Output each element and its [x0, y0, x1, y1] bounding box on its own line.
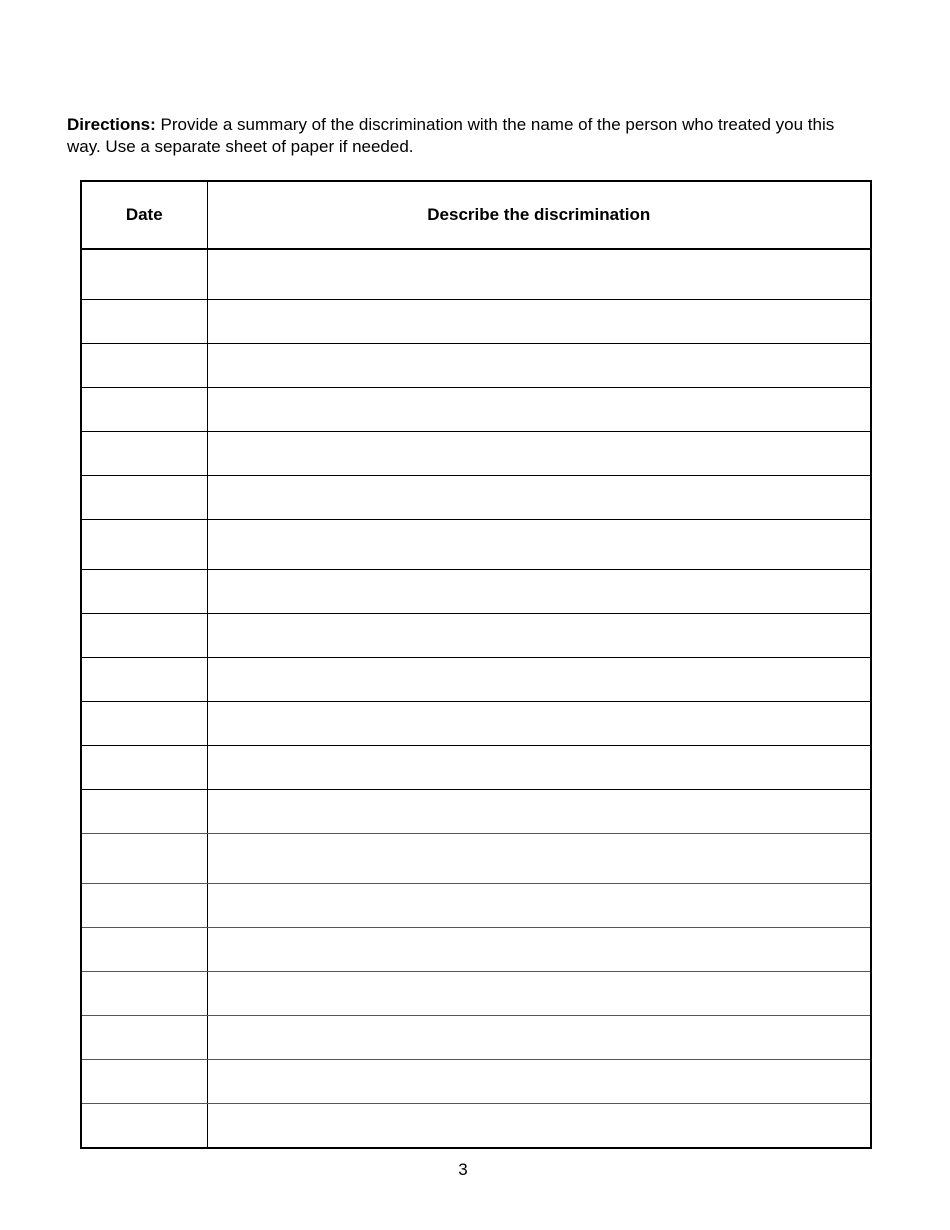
date-cell[interactable]	[81, 834, 207, 884]
description-cell[interactable]	[207, 432, 871, 476]
description-cell[interactable]	[207, 249, 871, 300]
table-row	[81, 432, 871, 476]
table-row	[81, 928, 871, 972]
date-cell[interactable]	[81, 928, 207, 972]
directions-paragraph	[67, 114, 867, 158]
description-cell[interactable]	[207, 1060, 871, 1104]
date-cell[interactable]	[81, 249, 207, 300]
description-column-header: Describe the discrimination	[207, 181, 871, 249]
description-cell[interactable]	[207, 790, 871, 834]
description-cell[interactable]	[207, 1104, 871, 1149]
description-cell[interactable]	[207, 972, 871, 1016]
table-row	[81, 972, 871, 1016]
table-row	[81, 388, 871, 432]
description-cell[interactable]	[207, 658, 871, 702]
directions-label: Directions:	[67, 115, 156, 134]
table-row	[81, 249, 871, 300]
description-cell[interactable]	[207, 834, 871, 884]
discrimination-log-table	[80, 180, 872, 1149]
description-cell[interactable]	[207, 300, 871, 344]
page-number: 3	[458, 1160, 468, 1179]
date-cell[interactable]	[81, 570, 207, 614]
date-cell[interactable]	[81, 344, 207, 388]
date-cell[interactable]	[81, 432, 207, 476]
date-cell[interactable]	[81, 702, 207, 746]
table-row	[81, 658, 871, 702]
table-body	[81, 249, 871, 1148]
date-cell[interactable]	[81, 300, 207, 344]
description-cell[interactable]	[207, 476, 871, 520]
table-row	[81, 884, 871, 928]
table-row	[81, 520, 871, 570]
table-row	[81, 614, 871, 658]
directions-text: Provide a summary of the discrimination with the name of the person who treated you this way. Use a separate sheet of paper if needed.	[67, 115, 835, 156]
description-cell[interactable]	[207, 1016, 871, 1060]
description-cell[interactable]	[207, 570, 871, 614]
date-cell[interactable]	[81, 614, 207, 658]
date-cell[interactable]	[81, 884, 207, 928]
table-row	[81, 834, 871, 884]
table-header-row	[81, 181, 871, 249]
description-cell[interactable]	[207, 520, 871, 570]
date-cell[interactable]	[81, 476, 207, 520]
date-column-header: Date	[81, 181, 207, 249]
date-cell[interactable]	[81, 1016, 207, 1060]
table-row	[81, 1060, 871, 1104]
table-row	[81, 300, 871, 344]
description-cell[interactable]	[207, 388, 871, 432]
date-cell[interactable]	[81, 1104, 207, 1149]
description-cell[interactable]	[207, 928, 871, 972]
table-row	[81, 790, 871, 834]
date-cell[interactable]	[81, 388, 207, 432]
date-cell[interactable]	[81, 746, 207, 790]
table-row	[81, 1016, 871, 1060]
description-cell[interactable]	[207, 702, 871, 746]
description-cell[interactable]	[207, 614, 871, 658]
description-cell[interactable]	[207, 746, 871, 790]
description-cell[interactable]	[207, 344, 871, 388]
description-cell[interactable]	[207, 884, 871, 928]
table-row	[81, 746, 871, 790]
date-cell[interactable]	[81, 658, 207, 702]
date-cell[interactable]	[81, 1060, 207, 1104]
table-row	[81, 476, 871, 520]
table-row	[81, 1104, 871, 1149]
date-cell[interactable]	[81, 790, 207, 834]
table-row	[81, 344, 871, 388]
table-row	[81, 570, 871, 614]
date-cell[interactable]	[81, 972, 207, 1016]
date-cell[interactable]	[81, 520, 207, 570]
table-row	[81, 702, 871, 746]
